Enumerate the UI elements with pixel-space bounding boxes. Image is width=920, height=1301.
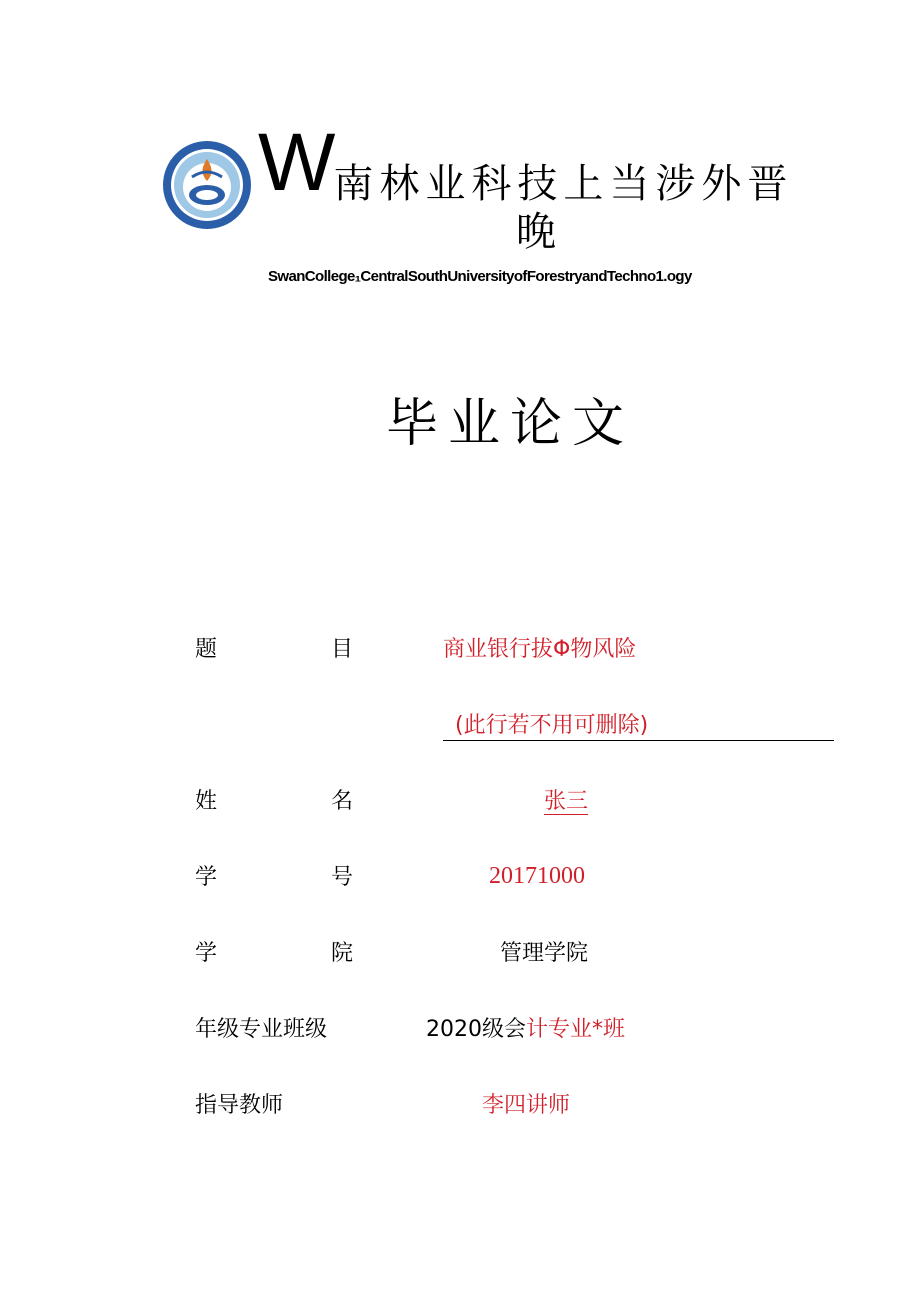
institution-name — [258, 118, 878, 208]
university-seal-icon — [162, 137, 252, 233]
topic-label-b: 目 — [331, 637, 354, 662]
college-value: 管理学院 — [500, 941, 589, 966]
document-title: 毕业论文 — [386, 394, 635, 454]
student-id-label-a: 学 — [195, 865, 218, 890]
name-label-b: 名 — [331, 789, 354, 814]
topic-underline — [443, 740, 834, 741]
institution-initial: W — [258, 117, 334, 208]
topic-label-a: 题 — [195, 637, 218, 662]
college-label-a: 学 — [195, 941, 218, 966]
advisor-value: 李四讲师 — [482, 1093, 571, 1118]
grade-class-value-red: 计专业*班 — [526, 1017, 626, 1042]
name-value: 张三 — [544, 789, 589, 814]
name-label-a: 姓 — [195, 789, 218, 814]
advisor-label: 指导教师 — [195, 1093, 284, 1118]
topic-value: 商业银行拔Φ物风险 — [443, 637, 637, 662]
grade-class-label: 年级专业班级 — [195, 1017, 328, 1042]
student-id-label-b: 号 — [331, 865, 354, 890]
institution-name-continued: 晚 — [516, 209, 556, 255]
college-label-b: 院 — [331, 941, 354, 966]
grade-class-value-black: 2020级会 — [426, 1017, 526, 1042]
grade-class-value — [426, 1016, 625, 1044]
institution-name-chars: 南林业科技上当涉外晋 — [333, 161, 794, 207]
topic-note: (此行若不用可删除) — [455, 713, 649, 738]
institution-english-name: SwanCollege₁CentralSouthUniversityofForestryandTechno1.ogy — [268, 268, 692, 285]
university-logo — [162, 137, 252, 233]
student-id-value: 20171000 — [489, 863, 585, 889]
